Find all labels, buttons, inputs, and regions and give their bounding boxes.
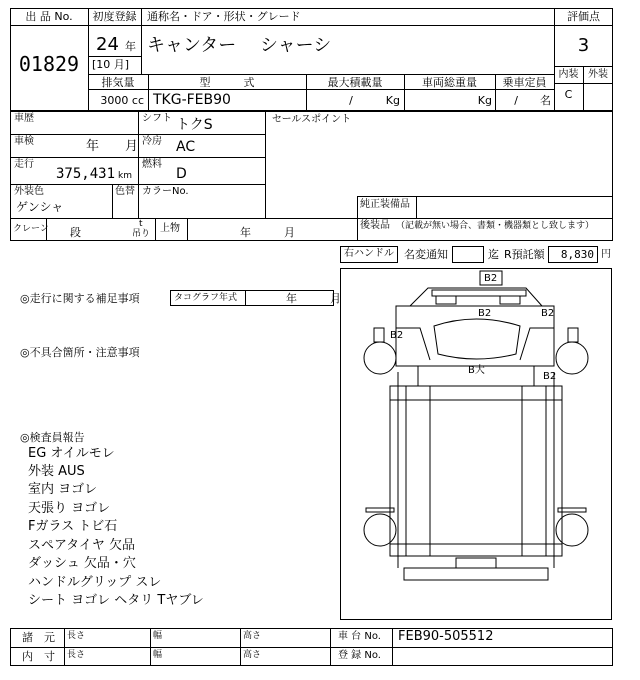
crane-hang: 吊り (132, 229, 151, 239)
year-unit: 年 (125, 40, 136, 53)
model-label: 型 式 (199, 76, 255, 89)
chassis-label: 車 台 No. (338, 631, 381, 642)
interior-grade: C (564, 88, 573, 101)
return-label: 迄 (488, 248, 499, 261)
first-reg-label: 初度登録 (92, 10, 137, 23)
damage-mark-center: B大 (468, 365, 485, 376)
color-change-label: 色替 (115, 186, 135, 197)
footer-specs-label: 諸 元 (22, 631, 55, 644)
mileage-label: 走行 (14, 159, 34, 170)
damage-mark-cab: B2 (478, 308, 492, 319)
first-reg-year: 24 (96, 34, 119, 55)
fuel-value: D (176, 166, 187, 182)
gross-weight-value: Kg (477, 94, 492, 107)
inspector-line: 室内 ヨゴレ (28, 482, 98, 497)
tacho-value: 年 月 (286, 292, 341, 305)
first-reg-month: [10 月] (92, 58, 130, 71)
inspector-line: シート ヨゴレ ヘタリ Tヤブレ (28, 593, 204, 608)
capacity-label: 乗車定員 (502, 76, 547, 89)
inspector-line: EG オイルモレ (28, 446, 115, 461)
max-load-label: 最大積載量 (327, 76, 383, 89)
damage-mark-right-front: B2 (541, 308, 555, 319)
inspection-label: 車検 (14, 136, 34, 147)
chassis-number: FEB90-505512 (398, 629, 494, 644)
tacho-label: タコグラフ年式 (174, 293, 238, 303)
name-change-label: 名変通知 (404, 248, 448, 261)
r-expiry-label: R預託額 (504, 248, 545, 261)
crane-year-label: 上物 (160, 223, 180, 234)
ac-value: AC (176, 139, 196, 155)
capacity-value: / 名 (514, 94, 551, 107)
genuine-equipment-label: 純正装備品 (360, 199, 410, 210)
name-change-box[interactable] (452, 246, 484, 263)
aftermarket-label: 後装品 (360, 220, 390, 231)
color-code-label: カラーNo. (142, 186, 189, 197)
interior-label: 内装 (558, 69, 579, 80)
footer-length-label-2: 長さ (67, 650, 86, 660)
r-amount-value: 8,830 (560, 248, 594, 261)
ac-label: 冷房 (142, 136, 162, 147)
color-value: ゲンシャ (16, 200, 64, 214)
defects-label: ◎不具合箇所・注意事項 (20, 346, 140, 359)
crane-ton: t (139, 219, 143, 229)
shift-value: トクS (176, 117, 213, 133)
aftermarket-note: （記載が無い場合、書類・機器類とし致します） (396, 221, 595, 231)
inspector-line: 天張り ヨゴレ (28, 501, 111, 516)
inspector-line: ハンドルグリップ スレ (28, 575, 162, 590)
truck-outline-icon (340, 268, 612, 620)
score-label: 評価点 (567, 10, 600, 23)
footer-height-label: 高さ (243, 631, 262, 641)
crane-label: クレーン (13, 224, 49, 234)
supplement-label: ◎走行に関する補足事項 (20, 292, 140, 305)
score-value: 3 (577, 35, 590, 56)
displacement-value: 3000 cc (100, 94, 144, 107)
model-value: TKG-FEB90 (153, 92, 231, 108)
fuel-label: 燃料 (142, 159, 162, 170)
footer-width-label: 幅 (153, 631, 163, 641)
mileage-unit: km (118, 171, 132, 181)
footer-interior-label: 内 寸 (22, 650, 55, 663)
exterior-label: 外装 (588, 69, 608, 80)
car-name: キャンター シャーシ (147, 35, 332, 56)
footer-length-label: 長さ (67, 631, 86, 641)
lot-number: 01829 (18, 52, 80, 76)
mileage-value: 375,431 (56, 166, 116, 182)
yen-label: 円 (601, 249, 611, 260)
inspector-line: スペアタイヤ 欠品 (28, 538, 135, 553)
sales-points-label: セールスポイント (272, 114, 352, 125)
lot-label: 出 品 No. (25, 10, 73, 23)
crane-date: 年 月 (240, 226, 295, 239)
damage-mark-right: B2 (543, 371, 557, 382)
gross-weight-label: 車両総重量 (422, 76, 477, 89)
registration-label: 登 録 No. (338, 650, 381, 661)
damage-mark-top: B2 (484, 273, 498, 284)
inspector-line: 外装 AUS (28, 464, 85, 479)
footer-height-label-2: 高さ (243, 650, 262, 660)
shift-label: シフト (142, 113, 172, 124)
max-load-value: / Kg (349, 94, 400, 107)
color-label: 外装色 (14, 186, 44, 197)
inspector-line: ダッシュ 欠品・穴 (28, 556, 136, 571)
footer-width-label-2: 幅 (153, 650, 163, 660)
crane-stage: 段 (70, 226, 81, 239)
displacement-label: 排気量 (101, 76, 135, 89)
name-label: 通称名・ドア・形状・グレード (147, 10, 301, 23)
steering-value: 右ハンドル (344, 248, 394, 259)
inspector-line: Fガラス トビ石 (28, 519, 118, 534)
inspection-value: 年 月 (86, 139, 139, 154)
damage-mark-left: B2 (390, 330, 404, 341)
inspector-label: ◎検査員報告 (20, 431, 85, 444)
history-label: 車歴 (14, 113, 34, 124)
